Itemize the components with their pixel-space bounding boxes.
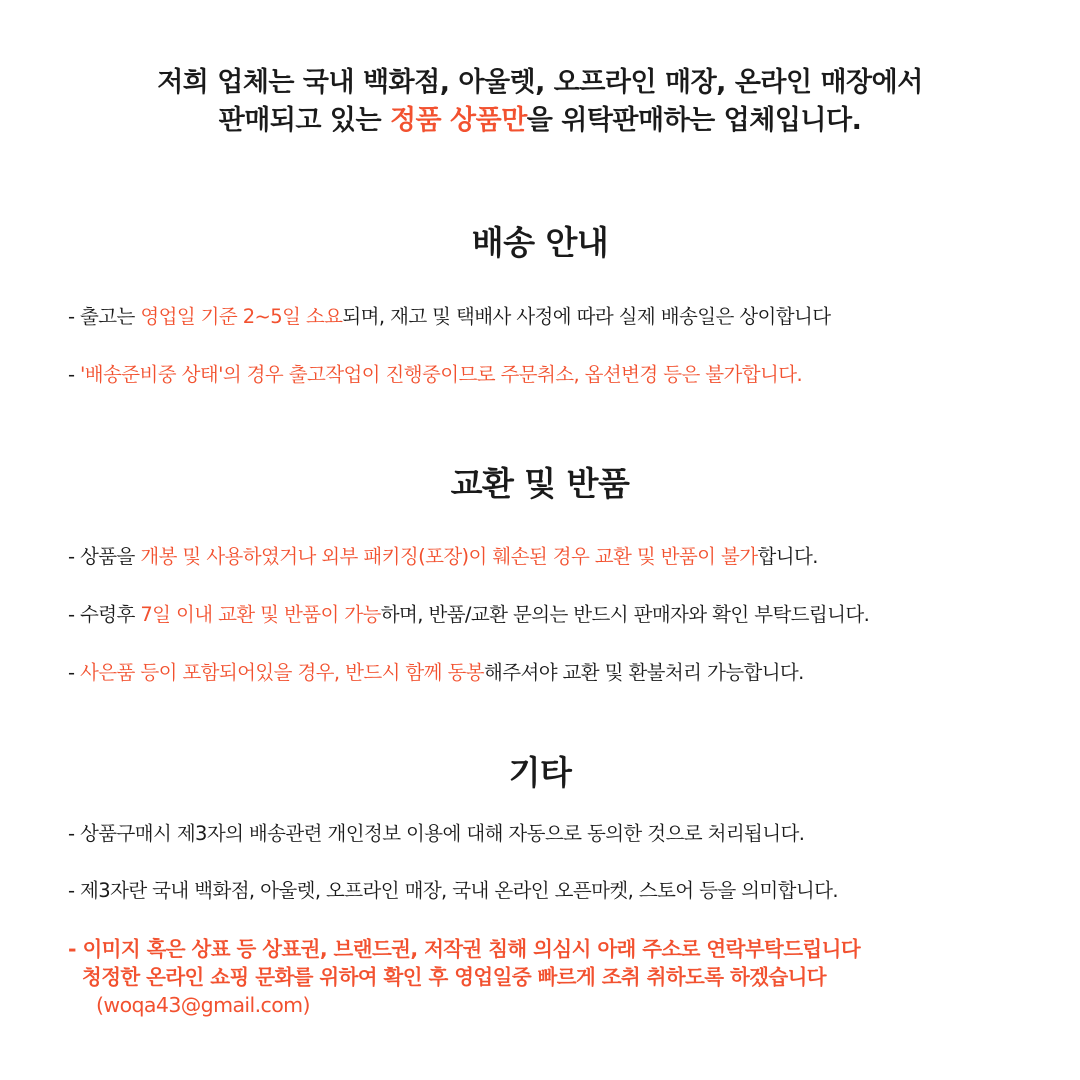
shipping-item-1 — [68, 303, 1068, 331]
exchange-item-2-highlight: 7일 이내 교환 및 반품이 가능 — [140, 603, 381, 626]
etc-item-2: - 제3자란 국내 백화점, 아울렛, 오프라인 매장, 국내 온라인 오픈마켓, 스토어 등을 의미합니다. — [68, 879, 838, 902]
notice-line-2: 청정한 온라인 쇼핑 문화를 위하여 확인 후 영업일중 빠르게 조취 취하도록 하겠습니다 — [82, 965, 827, 989]
intro-line-2 — [0, 102, 1080, 140]
intro-line-1: 저희 업체는 국내 백화점, 아울렛, 오프라인 매장, 온라인 매장에서 — [157, 67, 923, 98]
exchange-item-2-post: 하며, 반품/교환 문의는 반드시 판매자와 확인 부탁드립니다. — [380, 603, 870, 626]
intro-line-2-pre: 판매되고 있는 — [218, 105, 390, 136]
exchange-item-3-pre: - — [68, 661, 81, 684]
copyright-notice — [68, 935, 1068, 1019]
exchange-item-3 — [68, 659, 1068, 687]
exchange-item-2 — [68, 601, 1068, 629]
exchange-item-1-pre: - 상품을 — [68, 545, 141, 568]
intro-text — [0, 64, 1080, 140]
shipping-heading: 배송 안내 — [471, 223, 609, 262]
shipping-item-2-text: '배송준비중 상태'의 경우 출고작업이 진행중이므로 주문취소, 옵션변경 등은 불가합니다. — [80, 363, 803, 386]
exchange-item-1 — [68, 543, 1068, 571]
exchange-item-2-pre: - 수령후 — [68, 603, 141, 626]
shipping-item-2-pre: - — [68, 363, 81, 386]
shipping-item-2 — [68, 361, 1068, 389]
shipping-item-1-highlight: 영업일 기준 2~5일 소요 — [140, 305, 343, 328]
intro-line-2-post: 을 위탁판매하는 업체입니다. — [526, 105, 862, 136]
exchange-item-3-highlight: 사은품 등이 포함되어있을 경우, 반드시 함께 동봉 — [80, 661, 484, 684]
shipping-item-1-post: 되며, 재고 및 택배사 사정에 따라 실제 배송일은 상이합니다 — [342, 305, 831, 328]
notice-line-1: - 이미지 혹은 상표 등 상표권, 브랜드권, 저작권 침해 의심시 아래 주소로 연락부탁드립니다 — [68, 937, 861, 961]
exchange-heading: 교환 및 반품 — [450, 464, 630, 503]
exchange-item-3-post: 해주셔야 교환 및 환불처리 가능합니다. — [483, 661, 804, 684]
shipping-item-1-pre: - 출고는 — [68, 305, 141, 328]
contact-email: (woqa43@gmail.com) — [96, 993, 310, 1017]
exchange-item-1-highlight: 개봉 및 사용하였거나 외부 패키징(포장)이 훼손된 경우 교환 및 반품이 불가 — [140, 545, 758, 568]
etc-item-1: - 상품구매시 제3자의 배송관련 개인정보 이용에 대해 자동으로 동의한 것으로 처리됩니다. — [68, 822, 805, 845]
intro-highlight: 정품 상품만 — [389, 105, 527, 136]
etc-heading: 기타 — [508, 753, 572, 792]
exchange-item-1-post: 합니다. — [757, 545, 818, 568]
